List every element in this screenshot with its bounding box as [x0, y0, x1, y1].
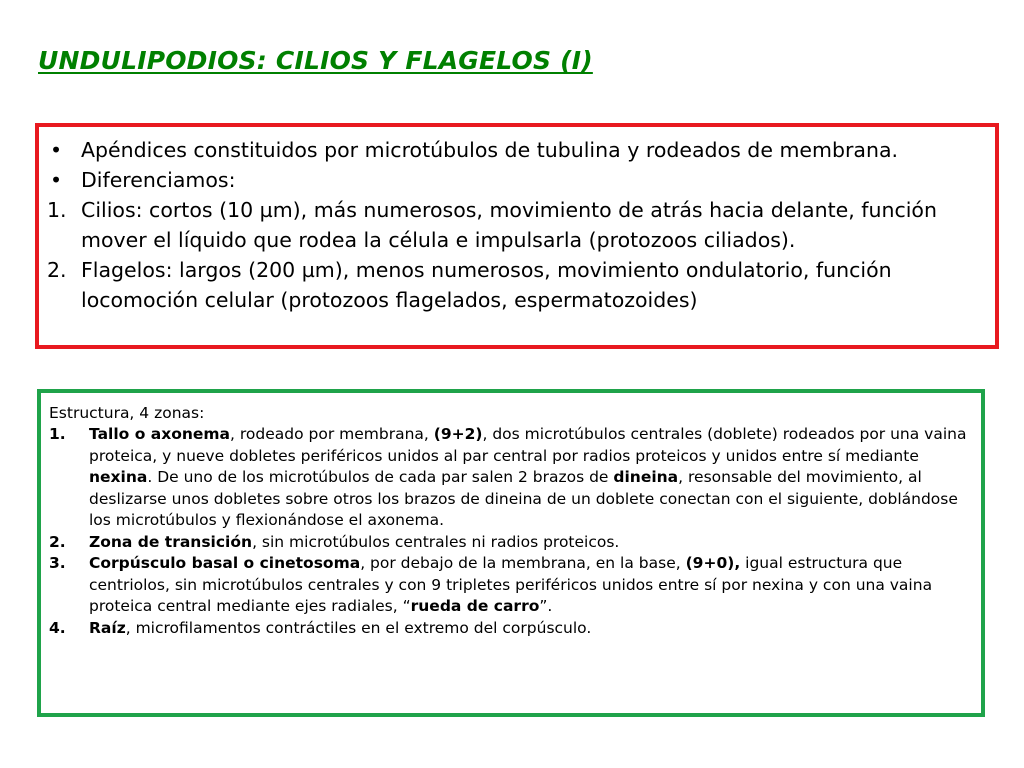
- list-item: [49, 424, 973, 532]
- list-item: [49, 532, 973, 554]
- list-item-text: Diferenciamos:: [81, 168, 236, 192]
- term: Raíz: [89, 618, 126, 637]
- list-item-text: Cilios: cortos (10 µm), más numerosos, movimiento de atrás hacia delante, función mover el líquido que rodea la célula e impulsarla (protozoos ciliados).: [81, 198, 937, 252]
- text-segment: , dos microtúbulos centrales (doblete) rodeados por una vaina proteica, y nueve dobletes periféricos unidos al par central por radios proteicos y unidos entre sí mediante: [89, 425, 967, 465]
- text-segment: , resonsable del movimiento, al deslizarse unos dobletes sobre otros los brazos de dineina de un doblete conectan con el siguiente, doblándose los microtúbulos y flexionándose el axonema.: [89, 468, 958, 529]
- list-item: [47, 165, 989, 195]
- text-segment: , rodeado por membrana,: [230, 425, 434, 443]
- emphasis: rueda de carro: [410, 597, 540, 615]
- bullet-marker: •: [50, 168, 63, 192]
- number-marker: 2.: [47, 258, 67, 282]
- bullet-marker: •: [50, 138, 63, 162]
- text-segment: ”.: [539, 597, 553, 615]
- term: Zona de transición: [89, 532, 253, 551]
- text-segment: , sin microtúbulos centrales ni radios proteicos.: [252, 532, 620, 551]
- number-marker: 3.: [49, 554, 66, 572]
- term: Tallo o axonema: [89, 425, 231, 443]
- list-item: [47, 135, 989, 165]
- number-marker: 1.: [49, 425, 66, 443]
- list-item-text: [89, 532, 973, 554]
- list-item-text: [89, 618, 973, 640]
- list-item-text: Flagelos: largos (200 µm), menos numerosos, movimiento ondulatorio, función locomoción celular (protozoos flagelados, espermatozoides): [81, 258, 892, 312]
- number-marker: 4.: [49, 618, 66, 637]
- number-marker: 2.: [49, 532, 66, 551]
- structure-box: [37, 389, 985, 717]
- emphasis: nexina: [89, 468, 148, 486]
- structure-intro: Estructura, 4 zonas:: [49, 404, 205, 422]
- emphasis: dineina: [613, 468, 679, 486]
- emphasis: (9+0),: [685, 554, 741, 572]
- text-segment: , por debajo de la membrana, en la base,: [360, 554, 686, 572]
- list-item-text: Apéndices constituidos por microtúbulos de tubulina y rodeados de membrana.: [81, 138, 899, 162]
- list-item: [49, 618, 973, 640]
- list-item-text: [89, 553, 973, 618]
- list-item: [49, 553, 973, 618]
- list-item-text: [89, 424, 973, 532]
- summary-box: [35, 123, 999, 349]
- number-marker: 1.: [47, 198, 67, 222]
- text-segment: igual estructura que centriolos, sin microtúbulos centrales y con 9 tripletes periféricos unidos entre sí por nexina y con una vaina proteica central mediante ejes radiales, “: [89, 554, 933, 615]
- text-segment: , microfilamentos contráctiles en el extremo del corpúsculo.: [125, 618, 592, 637]
- list-item: [47, 255, 989, 315]
- emphasis: (9+2): [433, 425, 483, 443]
- term: Corpúsculo basal o cinetosoma: [89, 554, 361, 572]
- list-item: [47, 195, 989, 255]
- page-title: UNDULIPODIOS: CILIOS Y FLAGELOS (I): [38, 46, 593, 75]
- text-segment: . De uno de los microtúbulos de cada par salen 2 brazos de: [147, 468, 614, 486]
